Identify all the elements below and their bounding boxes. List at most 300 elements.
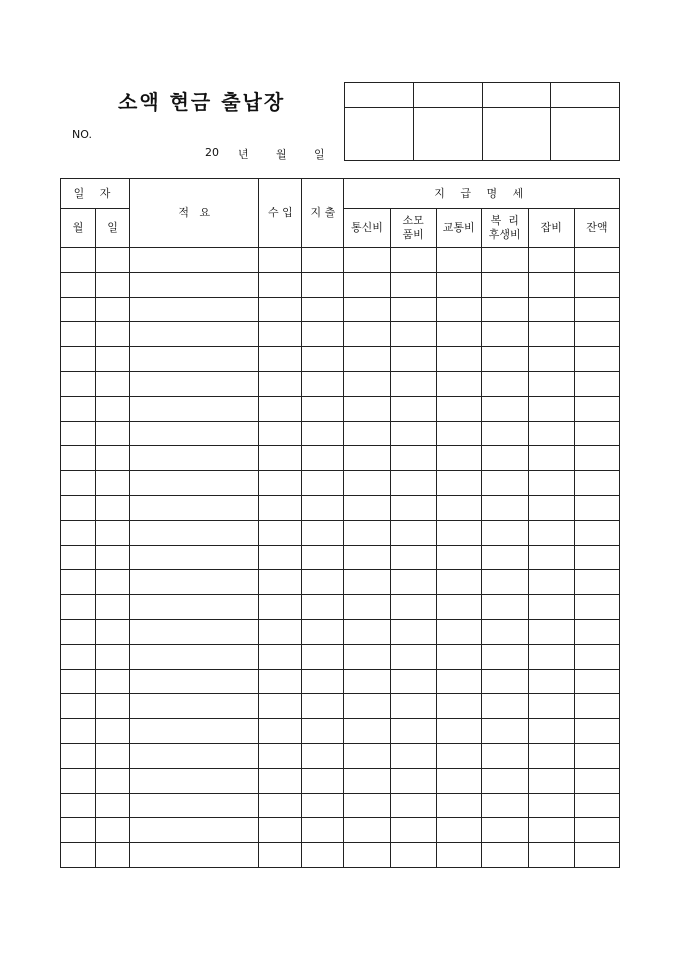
month-cell[interactable] [61,570,96,595]
transport-cell[interactable] [436,396,481,421]
communication-cell[interactable] [344,322,390,347]
supplies-expense-header: 소모 품비 [390,209,436,248]
day-cell[interactable] [96,619,130,644]
transport-cell[interactable] [436,446,481,471]
misc-cell[interactable] [528,520,574,545]
month-cell[interactable] [61,347,96,372]
welfare-cell[interactable] [481,545,528,570]
misc-cell[interactable] [528,619,574,644]
supplies-cell[interactable] [390,421,436,446]
day-cell[interactable] [96,495,130,520]
day-cell[interactable] [96,322,130,347]
expense-cell[interactable] [302,743,344,768]
misc-cell[interactable] [528,694,574,719]
expense-cell[interactable] [302,669,344,694]
description-cell[interactable] [130,768,259,793]
description-cell[interactable] [130,396,259,421]
welfare-expense-header: 복 리 후생비 [481,209,528,248]
month-cell[interactable] [61,818,96,843]
description-cell[interactable] [130,619,259,644]
day-cell[interactable] [96,818,130,843]
communication-cell[interactable] [344,843,390,868]
approval-sign-cell[interactable] [551,108,620,161]
income-cell[interactable] [259,545,302,570]
welfare-cell[interactable] [481,595,528,620]
communication-cell[interactable] [344,570,390,595]
communication-cell[interactable] [344,347,390,372]
supplies-cell[interactable] [390,396,436,421]
transport-cell[interactable] [436,545,481,570]
balance-cell[interactable] [574,644,619,669]
balance-cell[interactable] [574,793,619,818]
communication-expense-header: 통신비 [344,209,390,248]
month-cell[interactable] [61,421,96,446]
misc-cell[interactable] [528,719,574,744]
month-header: 월 [61,209,96,248]
communication-cell[interactable] [344,520,390,545]
supplies-cell[interactable] [390,669,436,694]
transport-cell[interactable] [436,694,481,719]
day-cell[interactable] [96,843,130,868]
day-cell[interactable] [96,743,130,768]
communication-cell[interactable] [344,471,390,496]
supplies-cell[interactable] [390,619,436,644]
description-cell[interactable] [130,644,259,669]
description-cell[interactable] [130,421,259,446]
description-cell[interactable] [130,495,259,520]
expense-cell[interactable] [302,595,344,620]
expense-cell[interactable] [302,471,344,496]
expense-cell[interactable] [302,495,344,520]
balance-cell[interactable] [574,471,619,496]
welfare-cell[interactable] [481,272,528,297]
expense-cell[interactable] [302,694,344,719]
month-cell[interactable] [61,843,96,868]
balance-cell[interactable] [574,248,619,273]
transport-cell[interactable] [436,371,481,396]
income-cell[interactable] [259,421,302,446]
balance-cell[interactable] [574,818,619,843]
balance-cell[interactable] [574,347,619,372]
description-cell[interactable] [130,371,259,396]
date-month-label: 월 [276,148,287,161]
communication-cell[interactable] [344,743,390,768]
communication-cell[interactable] [344,669,390,694]
supplies-cell[interactable] [390,644,436,669]
month-cell[interactable] [61,793,96,818]
transport-cell[interactable] [436,644,481,669]
balance-cell[interactable] [574,719,619,744]
income-cell[interactable] [259,248,302,273]
communication-cell[interactable] [344,371,390,396]
description-cell[interactable] [130,843,259,868]
supplies-cell[interactable] [390,520,436,545]
table-row [61,520,620,545]
income-cell[interactable] [259,371,302,396]
balance-cell[interactable] [574,768,619,793]
misc-cell[interactable] [528,644,574,669]
welfare-cell[interactable] [481,446,528,471]
misc-cell[interactable] [528,272,574,297]
welfare-cell[interactable] [481,694,528,719]
income-cell[interactable] [259,669,302,694]
day-cell[interactable] [96,570,130,595]
income-cell[interactable] [259,768,302,793]
month-cell[interactable] [61,694,96,719]
misc-cell[interactable] [528,347,574,372]
balance-cell[interactable] [574,669,619,694]
supplies-cell[interactable] [390,347,436,372]
expense-cell[interactable] [302,719,344,744]
balance-cell[interactable] [574,421,619,446]
communication-cell[interactable] [344,818,390,843]
welfare-cell[interactable] [481,471,528,496]
day-cell[interactable] [96,595,130,620]
misc-cell[interactable] [528,768,574,793]
month-cell[interactable] [61,719,96,744]
month-cell[interactable] [61,619,96,644]
misc-cell[interactable] [528,396,574,421]
balance-cell[interactable] [574,520,619,545]
welfare-cell[interactable] [481,297,528,322]
misc-cell[interactable] [528,595,574,620]
month-cell[interactable] [61,595,96,620]
transport-cell[interactable] [436,843,481,868]
transport-cell[interactable] [436,272,481,297]
expense-cell[interactable] [302,818,344,843]
income-cell[interactable] [259,595,302,620]
transport-cell[interactable] [436,520,481,545]
income-cell[interactable] [259,570,302,595]
supplies-cell[interactable] [390,768,436,793]
transport-cell[interactable] [436,297,481,322]
day-cell[interactable] [96,371,130,396]
month-cell[interactable] [61,471,96,496]
misc-cell[interactable] [528,322,574,347]
expense-cell[interactable] [302,446,344,471]
income-cell[interactable] [259,446,302,471]
expense-cell[interactable] [302,545,344,570]
transport-cell[interactable] [436,248,481,273]
income-cell[interactable] [259,297,302,322]
transport-cell[interactable] [436,719,481,744]
expense-cell[interactable] [302,570,344,595]
welfare-cell[interactable] [481,421,528,446]
communication-cell[interactable] [344,396,390,421]
day-cell[interactable] [96,396,130,421]
day-cell[interactable] [96,297,130,322]
balance-cell[interactable] [574,545,619,570]
communication-cell[interactable] [344,272,390,297]
expense-cell[interactable] [302,768,344,793]
transport-cell[interactable] [436,421,481,446]
day-cell[interactable] [96,471,130,496]
communication-cell[interactable] [344,595,390,620]
misc-cell[interactable] [528,793,574,818]
communication-cell[interactable] [344,495,390,520]
transport-cell[interactable] [436,793,481,818]
misc-cell[interactable] [528,446,574,471]
misc-cell[interactable] [528,248,574,273]
expense-cell[interactable] [302,371,344,396]
income-cell[interactable] [259,644,302,669]
description-cell[interactable] [130,272,259,297]
approval-sign-cell[interactable] [413,108,482,161]
expense-cell[interactable] [302,248,344,273]
transport-cell[interactable] [436,495,481,520]
transport-cell[interactable] [436,570,481,595]
balance-cell[interactable] [574,743,619,768]
misc-cell[interactable] [528,471,574,496]
supplies-cell[interactable] [390,719,436,744]
day-cell[interactable] [96,421,130,446]
balance-cell[interactable] [574,495,619,520]
supplies-cell[interactable] [390,495,436,520]
expense-cell[interactable] [302,396,344,421]
expense-cell[interactable] [302,322,344,347]
month-cell[interactable] [61,545,96,570]
transport-cell[interactable] [436,619,481,644]
description-cell[interactable] [130,818,259,843]
description-cell[interactable] [130,694,259,719]
income-cell[interactable] [259,719,302,744]
balance-cell[interactable] [574,297,619,322]
misc-cell[interactable] [528,570,574,595]
expense-cell[interactable] [302,272,344,297]
day-cell[interactable] [96,669,130,694]
income-cell[interactable] [259,694,302,719]
expense-cell[interactable] [302,297,344,322]
welfare-cell[interactable] [481,248,528,273]
income-cell[interactable] [259,396,302,421]
month-cell[interactable] [61,446,96,471]
welfare-cell[interactable] [481,570,528,595]
month-cell[interactable] [61,322,96,347]
description-cell[interactable] [130,793,259,818]
day-cell[interactable] [96,793,130,818]
expense-cell[interactable] [302,843,344,868]
supplies-cell[interactable] [390,545,436,570]
description-cell[interactable] [130,719,259,744]
supplies-cell[interactable] [390,272,436,297]
transport-cell[interactable] [436,347,481,372]
balance-header: 잔액 [574,209,619,248]
transport-cell[interactable] [436,768,481,793]
approval-sign-cell[interactable] [482,108,551,161]
balance-cell[interactable] [574,619,619,644]
expense-cell[interactable] [302,644,344,669]
expense-cell[interactable] [302,520,344,545]
income-cell[interactable] [259,743,302,768]
month-cell[interactable] [61,495,96,520]
misc-cell[interactable] [528,843,574,868]
table-row [61,545,620,570]
day-cell[interactable] [96,694,130,719]
welfare-cell[interactable] [481,793,528,818]
balance-cell[interactable] [574,322,619,347]
table-row [61,644,620,669]
day-cell[interactable] [96,644,130,669]
communication-cell[interactable] [344,421,390,446]
welfare-cell[interactable] [481,347,528,372]
table-row [61,272,620,297]
supplies-cell[interactable] [390,248,436,273]
income-cell[interactable] [259,471,302,496]
communication-cell[interactable] [344,545,390,570]
day-cell[interactable] [96,768,130,793]
income-cell[interactable] [259,347,302,372]
income-cell[interactable] [259,619,302,644]
month-cell[interactable] [61,520,96,545]
supplies-cell[interactable] [390,743,436,768]
communication-cell[interactable] [344,719,390,744]
month-cell[interactable] [61,743,96,768]
communication-cell[interactable] [344,644,390,669]
table-row [61,843,620,868]
expense-cell[interactable] [302,619,344,644]
month-cell[interactable] [61,396,96,421]
communication-cell[interactable] [344,297,390,322]
description-cell[interactable] [130,545,259,570]
income-cell[interactable] [259,322,302,347]
balance-cell[interactable] [574,843,619,868]
day-cell[interactable] [96,446,130,471]
misc-cell[interactable] [528,495,574,520]
expense-cell[interactable] [302,793,344,818]
welfare-cell[interactable] [481,520,528,545]
income-cell[interactable] [259,818,302,843]
expense-cell[interactable] [302,347,344,372]
month-cell[interactable] [61,272,96,297]
misc-cell[interactable] [528,371,574,396]
welfare-cell[interactable] [481,322,528,347]
description-cell[interactable] [130,669,259,694]
misc-cell[interactable] [528,669,574,694]
month-cell[interactable] [61,768,96,793]
supplies-cell[interactable] [390,371,436,396]
table-row [61,248,620,273]
cash-ledger-table [60,178,620,868]
misc-cell[interactable] [528,818,574,843]
month-cell[interactable] [61,644,96,669]
communication-cell[interactable] [344,446,390,471]
supplies-cell[interactable] [390,595,436,620]
welfare-cell[interactable] [481,669,528,694]
welfare-cell[interactable] [481,719,528,744]
table-row [61,595,620,620]
balance-cell[interactable] [574,396,619,421]
income-cell[interactable] [259,520,302,545]
communication-cell[interactable] [344,793,390,818]
welfare-cell[interactable] [481,495,528,520]
welfare-cell[interactable] [481,371,528,396]
table-row [61,297,620,322]
welfare-cell[interactable] [481,644,528,669]
day-cell[interactable] [96,272,130,297]
description-cell[interactable] [130,297,259,322]
communication-cell[interactable] [344,619,390,644]
month-cell[interactable] [61,669,96,694]
description-cell[interactable] [130,471,259,496]
supplies-cell[interactable] [390,570,436,595]
welfare-cell[interactable] [481,396,528,421]
supplies-cell[interactable] [390,818,436,843]
description-cell[interactable] [130,446,259,471]
welfare-cell[interactable] [481,843,528,868]
misc-cell[interactable] [528,297,574,322]
transport-cell[interactable] [436,595,481,620]
income-cell[interactable] [259,793,302,818]
income-cell[interactable] [259,272,302,297]
supplies-cell[interactable] [390,297,436,322]
welfare-cell[interactable] [481,768,528,793]
month-cell[interactable] [61,248,96,273]
misc-cell[interactable] [528,545,574,570]
month-cell[interactable] [61,297,96,322]
welfare-cell[interactable] [481,818,528,843]
supplies-cell[interactable] [390,843,436,868]
description-cell[interactable] [130,743,259,768]
day-cell[interactable] [96,248,130,273]
month-cell[interactable] [61,371,96,396]
balance-cell[interactable] [574,570,619,595]
date-group-header: 일 자 [61,179,130,209]
balance-cell[interactable] [574,694,619,719]
transport-cell[interactable] [436,743,481,768]
communication-cell[interactable] [344,768,390,793]
balance-cell[interactable] [574,371,619,396]
transport-cell[interactable] [436,471,481,496]
welfare-cell[interactable] [481,743,528,768]
transport-cell[interactable] [436,818,481,843]
description-cell[interactable] [130,570,259,595]
supplies-cell[interactable] [390,793,436,818]
balance-cell[interactable] [574,595,619,620]
transport-cell[interactable] [436,322,481,347]
table-row [61,371,620,396]
supplies-cell[interactable] [390,446,436,471]
expense-cell[interactable] [302,421,344,446]
balance-cell[interactable] [574,272,619,297]
income-cell[interactable] [259,495,302,520]
transport-cell[interactable] [436,669,481,694]
welfare-cell[interactable] [481,619,528,644]
description-cell[interactable] [130,347,259,372]
description-cell[interactable] [130,322,259,347]
misc-cell[interactable] [528,421,574,446]
approval-title-cell [413,83,482,108]
communication-cell[interactable] [344,248,390,273]
balance-cell[interactable] [574,446,619,471]
description-cell[interactable] [130,520,259,545]
description-cell[interactable] [130,248,259,273]
day-cell[interactable] [96,520,130,545]
day-cell[interactable] [96,719,130,744]
supplies-cell[interactable] [390,694,436,719]
supplies-cell[interactable] [390,471,436,496]
communication-cell[interactable] [344,694,390,719]
approval-title-cell [345,83,414,108]
misc-cell[interactable] [528,743,574,768]
approval-sign-cell[interactable] [345,108,414,161]
date-year-prefix: 20 [205,146,219,159]
description-cell[interactable] [130,595,259,620]
income-cell[interactable] [259,843,302,868]
day-cell[interactable] [96,347,130,372]
day-cell[interactable] [96,545,130,570]
supplies-cell[interactable] [390,322,436,347]
table-row [61,347,620,372]
